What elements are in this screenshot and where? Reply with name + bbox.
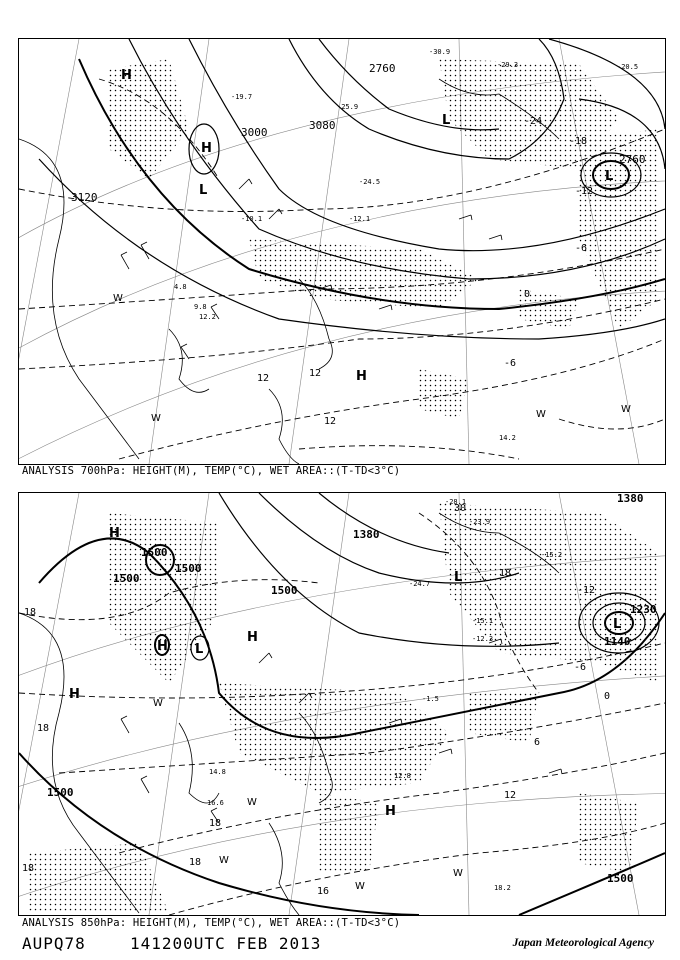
station-value: 12.8 — [394, 772, 411, 780]
wind-marker: W — [453, 868, 463, 879]
height-label: 2760 — [619, 153, 646, 166]
height-label: 1380 — [353, 528, 380, 541]
chart-timestamp: 141200UTC FEB 2013 — [130, 934, 322, 953]
temp-label: 0 — [604, 691, 611, 702]
station-value: -10.1 — [241, 215, 263, 223]
wind-marker: W — [355, 881, 365, 892]
temp-label: -6 — [575, 243, 588, 254]
wind-marker: W — [151, 413, 161, 424]
height-label: 1380 — [617, 493, 644, 505]
low-pressure-center: L — [199, 183, 208, 198]
station-value: -24.5 — [359, 178, 381, 186]
height-label: 1500 — [175, 562, 202, 575]
station-value: 9.8 — [194, 303, 207, 311]
height-label: 1500 — [271, 584, 298, 597]
high-pressure-center: H — [356, 369, 367, 384]
high-pressure-center: H — [385, 804, 396, 819]
temp-label: 6 — [534, 737, 541, 748]
low-pressure-center: L — [442, 113, 451, 128]
station-value: 14.8 — [209, 768, 226, 776]
caption-850hpa: ANALYSIS 850hPa: HEIGHT(M), TEMP(°C), WET AREA::(T-TD<3°C) — [22, 917, 401, 929]
temp-label: 12 — [257, 373, 270, 384]
height-label: 2760 — [369, 62, 396, 75]
height-label: 3000 — [241, 126, 268, 139]
station-value: -23.9 — [469, 518, 491, 526]
height-label: 3120 — [71, 191, 98, 204]
station-value: -19.7 — [231, 93, 253, 101]
height-label: 1500 — [141, 546, 168, 559]
low-pressure-center: L — [605, 169, 614, 184]
low-pressure-center: L — [613, 617, 622, 632]
wind-marker: W — [247, 797, 257, 808]
caption-700hpa: ANALYSIS 700hPa: HEIGHT(M), TEMP(°C), WET AREA::(T-TD<3°C) — [22, 465, 401, 477]
high-pressure-center: H — [109, 526, 120, 541]
temp-label: 18 — [22, 863, 35, 874]
high-pressure-center: H — [69, 687, 80, 702]
map-panel-700hpa — [18, 38, 666, 465]
height-label: 3080 — [309, 119, 336, 132]
low-pressure-center: L — [454, 570, 463, 585]
station-value: 4.8 — [174, 283, 187, 291]
temp-label: 12 — [504, 790, 517, 801]
temp-label: -24 — [524, 116, 543, 127]
station-value: -30.9 — [429, 48, 451, 56]
temp-label: 18 — [499, 568, 512, 579]
height-label: 1500 — [607, 872, 634, 885]
temp-label: 16 — [317, 886, 330, 897]
station-value: -29.3 — [497, 61, 519, 69]
temp-label: -12 — [575, 186, 594, 197]
station-value: -15.1 — [472, 617, 494, 625]
station-value: 16.6 — [207, 799, 224, 807]
station-value: -28.1 — [445, 498, 467, 506]
high-pressure-center: H — [201, 141, 212, 156]
map-panel-850hpa — [18, 492, 666, 916]
height-label: 1230 — [630, 603, 657, 616]
station-value: -12.1 — [349, 215, 371, 223]
station-value: -12.3 — [472, 635, 494, 643]
wind-marker: W — [536, 409, 546, 420]
wind-marker: W — [621, 404, 631, 415]
map-850hpa-graphic — [19, 493, 665, 915]
wet-area — [109, 59, 659, 419]
wind-marker: W — [113, 293, 123, 304]
temp-label: 18 — [24, 607, 37, 618]
map-700hpa-graphic — [19, 39, 665, 464]
temp-label: 18 — [189, 857, 202, 868]
chart-id: AUPQ78 — [22, 934, 86, 953]
temp-label: 30 — [454, 503, 467, 514]
temp-label: 12 — [309, 368, 322, 379]
wind-marker: W — [219, 855, 229, 866]
height-label: 1500 — [47, 786, 74, 799]
height-label: 1500 — [113, 572, 140, 585]
temp-label: 18 — [209, 818, 222, 829]
station-value: -15.2 — [541, 551, 563, 559]
station-value: -25.9 — [337, 103, 359, 111]
station-value: 18.2 — [494, 884, 511, 892]
height-label: 1140 — [604, 635, 631, 648]
temp-label: -12 — [577, 585, 596, 596]
station-value: -20.5 — [617, 63, 639, 71]
station-value: -1.5 — [422, 695, 439, 703]
station-value: 14.2 — [499, 434, 516, 442]
high-pressure-center: H — [121, 68, 132, 83]
station-value: 12.2 — [199, 313, 216, 321]
low-pressure-center: L — [195, 642, 204, 657]
temp-label: 12 — [324, 416, 337, 427]
agency-name: Japan Meteorological Agency — [512, 937, 654, 949]
temp-label: -6 — [504, 358, 517, 369]
high-pressure-center: H — [157, 639, 168, 654]
high-pressure-center: H — [247, 630, 258, 645]
temp-label: 18 — [37, 723, 50, 734]
wind-marker: W — [153, 698, 163, 709]
temp-label: -6 — [574, 662, 587, 673]
station-value: -24.7 — [409, 580, 431, 588]
temp-label: 0 — [524, 289, 531, 300]
temp-label: -18 — [569, 136, 588, 147]
